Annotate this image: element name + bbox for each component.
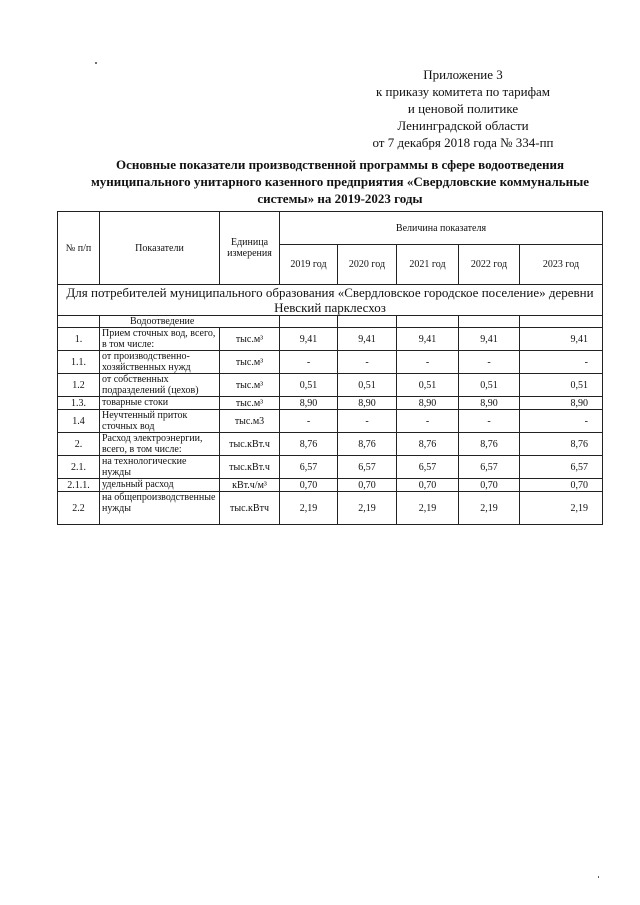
table-row (58, 397, 603, 410)
row-unit: тыс.м³ (220, 328, 280, 351)
row-num: 1.2 (58, 374, 100, 397)
row-value: 9,41 (280, 328, 338, 351)
row-value: 8,76 (338, 433, 397, 456)
section-empty (338, 316, 397, 328)
row-indicator: удельный расход (100, 479, 220, 492)
row-num: 2.1. (58, 456, 100, 479)
table-row (58, 410, 603, 433)
header-year: 2019 год (280, 245, 338, 285)
table-row (58, 433, 603, 456)
row-value: - (338, 351, 397, 374)
table-row (58, 492, 603, 525)
row-indicator: Прием сточных вод, всего, в том числе: (100, 328, 220, 351)
indicators-table (57, 211, 603, 525)
section-empty (520, 316, 603, 328)
row-value: 8,90 (520, 397, 603, 410)
row-value: 0,70 (280, 479, 338, 492)
row-value: 0,51 (520, 374, 603, 397)
title-line: системы» на 2019-2023 годы (257, 191, 423, 206)
row-value: - (280, 351, 338, 374)
row-num: 2. (58, 433, 100, 456)
group-title: Для потребителей муниципального образования «Свердловское городское поселение» деревни Невский парклесхоз (58, 285, 603, 316)
row-indicator: товарные стоки (100, 397, 220, 410)
row-value: - (280, 410, 338, 433)
section-empty (280, 316, 338, 328)
row-value: - (459, 410, 520, 433)
row-value: - (520, 410, 603, 433)
row-value: 9,41 (520, 328, 603, 351)
section-empty (459, 316, 520, 328)
row-value: - (459, 351, 520, 374)
section-num-empty (58, 316, 100, 328)
row-value: 0,51 (459, 374, 520, 397)
row-unit: кВт.ч/м³ (220, 479, 280, 492)
row-value: 8,90 (280, 397, 338, 410)
row-unit: тыс.м³ (220, 397, 280, 410)
row-value: 9,41 (459, 328, 520, 351)
row-value: 0,70 (397, 479, 459, 492)
row-indicator: от производственно-хозяйственных нужд (100, 351, 220, 374)
row-value: 0,51 (397, 374, 459, 397)
row-value: 0,70 (338, 479, 397, 492)
appendix-line: и ценовой политике (407, 101, 519, 116)
row-value: 8,76 (280, 433, 338, 456)
row-indicator: на технологические нужды (100, 456, 220, 479)
row-value: 6,57 (459, 456, 520, 479)
appendix-line: Ленинградской области (397, 118, 529, 133)
row-value: 9,41 (397, 328, 459, 351)
row-num: 2.2 (58, 492, 100, 525)
scan-speck (598, 876, 599, 878)
title-line: муниципального унитарного казенного предприятия «Свердловские коммунальные (90, 174, 590, 189)
row-value: 6,57 (280, 456, 338, 479)
section-empty (397, 316, 459, 328)
row-value: 8,90 (338, 397, 397, 410)
row-value: 8,76 (520, 433, 603, 456)
table-row (58, 328, 603, 351)
table-row (58, 479, 603, 492)
document-title (60, 156, 620, 207)
row-value: 2,19 (520, 492, 603, 525)
row-unit: тыс.м3 (220, 410, 280, 433)
row-num: 1.3. (58, 397, 100, 410)
row-value: 8,76 (459, 433, 520, 456)
title-line: Основные показатели производственной программы в сфере водоотведения (116, 157, 564, 172)
row-value: 8,90 (459, 397, 520, 410)
row-unit: тыс.кВт.ч (220, 433, 280, 456)
header-values-group: Величина показателя (280, 212, 603, 245)
row-value: 8,90 (397, 397, 459, 410)
row-value: - (338, 410, 397, 433)
row-value: 9,41 (338, 328, 397, 351)
row-value: - (397, 351, 459, 374)
row-value: 2,19 (280, 492, 338, 525)
row-value: 2,19 (338, 492, 397, 525)
row-value: - (520, 351, 603, 374)
header-year: 2023 год (520, 245, 603, 285)
header-unit: Единица измерения (220, 212, 280, 285)
section-title: Водоотведение (100, 316, 280, 328)
header-year: 2022 год (459, 245, 520, 285)
header-year: 2020 год (338, 245, 397, 285)
row-unit: тыс.м³ (220, 351, 280, 374)
row-unit: тыс.кВтч (220, 492, 280, 525)
appendix-line: Приложение 3 (423, 67, 503, 82)
row-indicator: Расход электроэнергии, всего, в том числе: (100, 433, 220, 456)
row-value: 0,70 (459, 479, 520, 492)
row-num: 1. (58, 328, 100, 351)
table-row (58, 374, 603, 397)
row-indicator: от собственных подразделений (цехов) (100, 374, 220, 397)
appendix-block (340, 66, 586, 151)
row-unit: тыс.м³ (220, 374, 280, 397)
row-value: 0,51 (280, 374, 338, 397)
row-indicator: на общепроизводственные нужды (100, 492, 220, 525)
row-num: 2.1.1. (58, 479, 100, 492)
row-value: 2,19 (459, 492, 520, 525)
appendix-line: к приказу комитета по тарифам (375, 84, 551, 99)
row-num: 1.1. (58, 351, 100, 374)
table-row (58, 456, 603, 479)
appendix-line: от 7 декабря 2018 года № 334-пп (372, 135, 554, 150)
header-num: № п/п (58, 212, 100, 285)
row-unit: тыс.кВт.ч (220, 456, 280, 479)
header-year: 2021 год (397, 245, 459, 285)
row-value: 8,76 (397, 433, 459, 456)
row-value: 0,51 (338, 374, 397, 397)
row-num: 1.4 (58, 410, 100, 433)
row-value: 0,70 (520, 479, 603, 492)
row-value: 6,57 (338, 456, 397, 479)
row-value: 6,57 (397, 456, 459, 479)
header-indicator: Показатели (100, 212, 220, 285)
table-row (58, 351, 603, 374)
row-value: - (397, 410, 459, 433)
row-value: 2,19 (397, 492, 459, 525)
row-indicator: Неучтенный приток сточных вод (100, 410, 220, 433)
scan-speck (95, 62, 97, 64)
row-value: 6,57 (520, 456, 603, 479)
